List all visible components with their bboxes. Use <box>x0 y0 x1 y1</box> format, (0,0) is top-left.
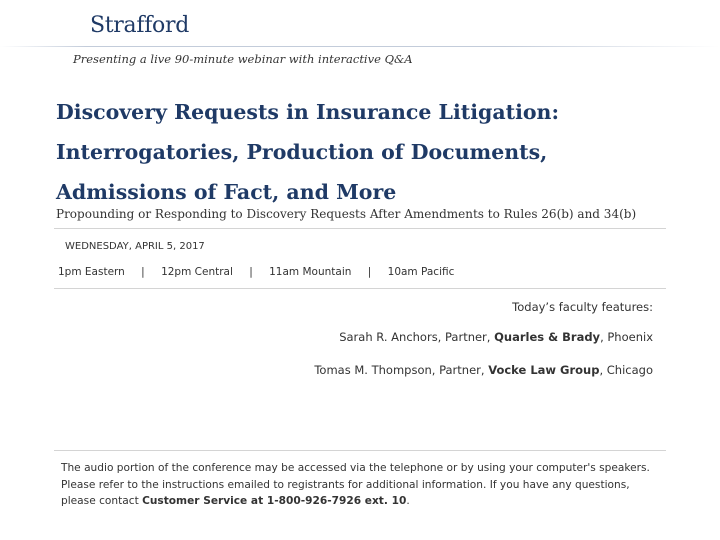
speaker-2-name: Tomas M. Thompson, Partner, <box>314 363 489 377</box>
time-separator: | <box>141 266 145 278</box>
speaker-1-firm: Quarles & Brady <box>494 330 601 344</box>
time-mountain: 11am Mountain <box>269 266 352 278</box>
speaker-2 <box>314 363 653 377</box>
faculty-heading: Today’s faculty features: <box>512 300 653 314</box>
instructions-end: . <box>406 495 410 507</box>
instructions-text: The audio portion of the conference may be accessed via the telephone or by using your computer's speakers. Please refer to the instructions emailed to registrants for additional information. If you have any questions, please contact <box>61 462 650 507</box>
title-line-2: Interrogatories, Production of Documents, <box>56 140 548 164</box>
tagline: Presenting a live 90-minute webinar with interactive Q&A <box>73 52 413 66</box>
webinar-date: WEDNESDAY, APRIL 5, 2017 <box>65 241 205 252</box>
time-eastern: 1pm Eastern <box>58 266 125 278</box>
audio-instructions <box>61 460 661 510</box>
time-pacific: 10am Pacific <box>387 266 455 278</box>
title-line-1: Discovery Requests in Insurance Litigation: <box>56 100 560 124</box>
time-separator: | <box>367 266 372 278</box>
webinar-title <box>56 92 676 212</box>
speaker-1-name: Sarah R. Anchors, Partner, <box>339 330 495 344</box>
header-divider <box>0 46 720 47</box>
webinar-subtitle: Propounding or Responding to Discovery Requests After Amendments to Rules 26(b) and 34(b) <box>56 207 637 221</box>
divider-times <box>54 288 666 289</box>
speaker-2-firm: Vocke Law Group <box>488 363 600 377</box>
strafford-logo: Strafford <box>90 13 189 38</box>
divider-bottom <box>54 450 666 451</box>
divider-top <box>54 228 666 229</box>
speaker-1 <box>339 330 653 344</box>
time-separator: | <box>249 266 253 278</box>
title-line-3: Admissions of Fact, and More <box>56 180 397 204</box>
time-zones <box>58 266 454 278</box>
customer-service-contact: Customer Service at 1-800-926-7926 ext. 10 <box>142 495 407 507</box>
speaker-2-city: , Chicago <box>599 363 653 377</box>
speaker-1-city: , Phoenix <box>600 330 653 344</box>
time-central: 12pm Central <box>161 266 233 278</box>
